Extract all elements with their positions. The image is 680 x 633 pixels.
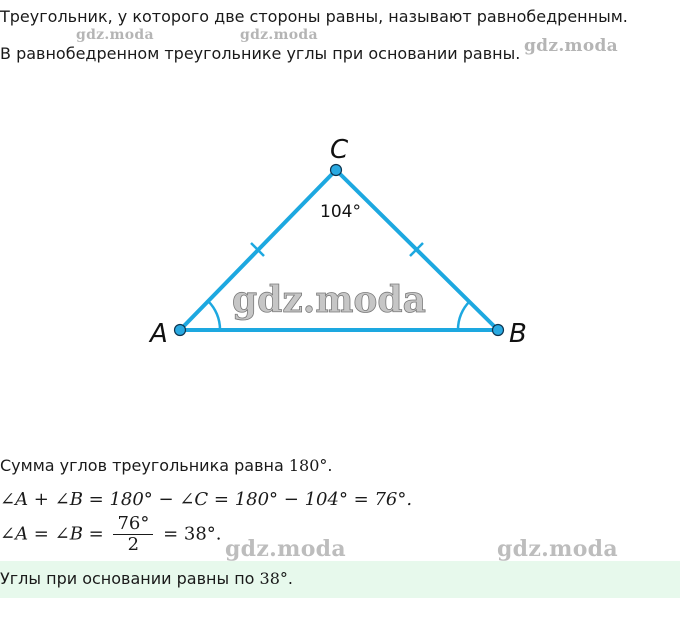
vertex-label-b: B bbox=[509, 319, 527, 349]
angle-arc-a bbox=[208, 301, 220, 330]
watermark: gdz.moda bbox=[76, 27, 154, 43]
angle-arc-b bbox=[458, 301, 470, 330]
watermark: gdz.moda bbox=[225, 536, 346, 562]
equation-angle-a: ∠A = ∠B = $\frac{76^\circ}{2}$ = 38°. bbox=[0, 513, 222, 555]
watermark: gdz.moda bbox=[497, 536, 618, 562]
vertex-label-c: C bbox=[330, 135, 349, 165]
watermark: gdz.moda bbox=[524, 36, 618, 56]
watermark: gdz.moda bbox=[240, 27, 318, 43]
watermark: gdz.moda bbox=[232, 279, 426, 321]
answer-text: Углы при основании равны по 38°. bbox=[0, 569, 293, 588]
property-text: В равнобедренном треугольнике углы при основании равны. bbox=[0, 44, 521, 63]
angle-sum-text: Сумма углов треугольника равна 180°. bbox=[0, 456, 333, 475]
fraction: $\frac{76^\circ}{2}$ bbox=[113, 514, 153, 555]
vertex-label-a: A bbox=[150, 319, 168, 349]
equation-sum-ab: ∠A + ∠B = 180° − ∠C = 180° − 104° = 76°. bbox=[0, 489, 413, 510]
vertex-point-c bbox=[331, 165, 342, 176]
vertex-point-a bbox=[175, 325, 186, 336]
vertex-point-b bbox=[493, 325, 504, 336]
definition-text: Треугольник, у которого две стороны равны, называют равнобедренным. bbox=[0, 7, 628, 26]
angle-c-label: 104° bbox=[320, 202, 361, 222]
